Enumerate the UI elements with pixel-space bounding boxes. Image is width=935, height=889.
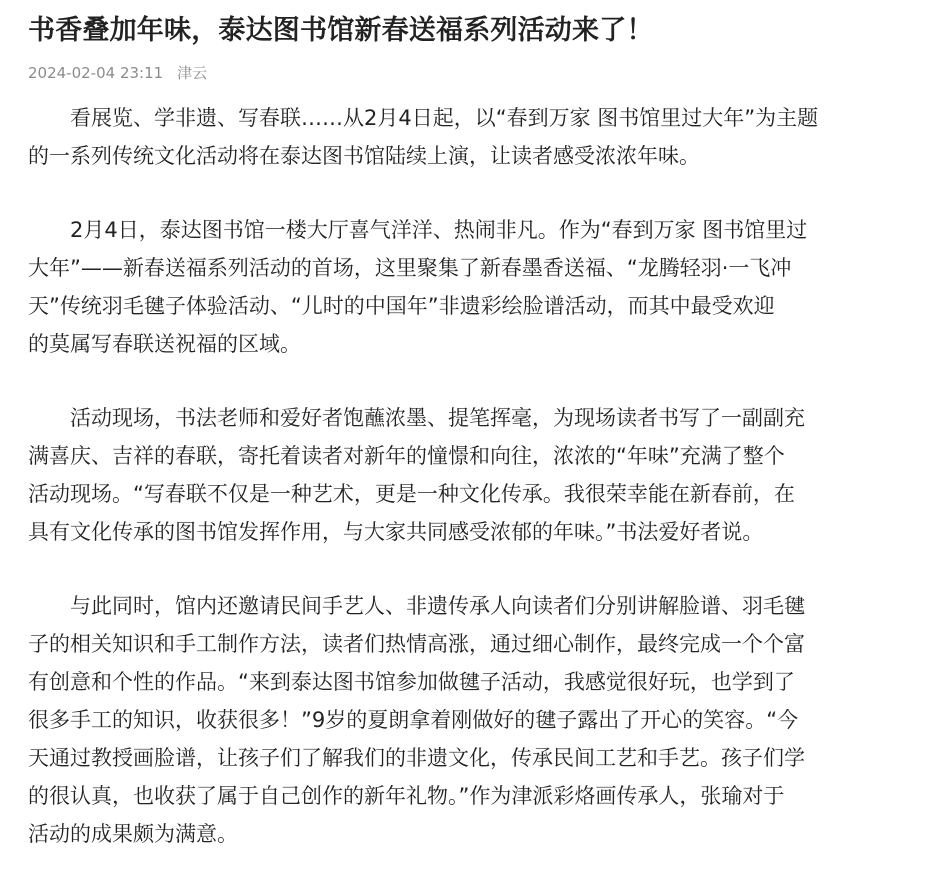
paragraph-line: 活动现场，书法老师和爱好者饱蘸浓墨、提笔挥毫，为现场读者书写了一副副充	[70, 406, 805, 430]
paragraph-line: 活动现场。“写春联不仅是一种艺术，更是一种文化传承。我很荣幸能在新春前，在	[28, 482, 795, 506]
paragraph-line: 大年”——新春送福系列活动的首场，这里聚集了新春墨香送福、“龙腾轻羽·一飞冲	[28, 256, 792, 280]
article-title: 书香叠加年味，泰达图书馆新春送福系列活动来了！	[28, 15, 654, 46]
paragraph-line: 的莫属写春联送祝福的区域。	[28, 332, 301, 356]
paragraph-line: 的一系列传统文化活动将在泰达图书馆陆续上演，让读者感受浓浓年味。	[28, 144, 700, 168]
paragraph-line: 的很认真，也收获了属于自己创作的新年礼物。”作为津派彩烙画传承人，张瑜对于	[28, 784, 785, 808]
paragraph-line: 子的相关知识和手工制作方法，读者们热情高涨，通过细心制作，最终完成一个个富	[28, 632, 805, 656]
paragraph-line: 活动的成果颇为满意。	[28, 822, 238, 846]
article-paragraph	[28, 211, 935, 363]
article-paragraph	[28, 399, 935, 551]
article-paragraph	[28, 587, 935, 853]
paragraph-line: 看展览、学非遗、写春联……从2月4日起，以“春到万家 图书馆里过大年”为主题	[70, 106, 819, 130]
paragraph-line: 具有文化传承的图书馆发挥作用，与大家共同感受浓郁的年味。”书法爱好者说。	[28, 520, 764, 544]
paragraph-line: 很多手工的知识，收获很多！”9岁的夏朗拿着刚做好的毽子露出了开心的笑容。“今	[28, 708, 799, 732]
paragraph-line: 2月4日，泰达图书馆一楼大厅喜气洋洋、热闹非凡。作为“春到万家 图书馆里过	[70, 218, 808, 242]
article-body	[28, 99, 935, 853]
article	[28, 0, 935, 889]
paragraph-line: 天”传统羽毛毽子体验活动、“儿时的中国年”非遗彩绘脸谱活动，而其中最受欢迎	[28, 294, 775, 318]
paragraph-line: 有创意和个性的作品。“来到泰达图书馆参加做毽子活动，我感觉很好玩，也学到了	[28, 670, 795, 694]
publish-date: 2024-02-04 23:11	[28, 64, 164, 82]
paragraph-line: 与此同时，馆内还邀请民间手艺人、非遗传承人向读者们分别讲解脸谱、羽毛毽	[70, 594, 805, 618]
article-paragraph	[28, 99, 935, 175]
paragraph-line: 满喜庆、吉祥的春联，寄托着读者对新年的憧憬和向往，浓浓的“年味”充满了整个	[28, 444, 785, 468]
paragraph-line: 天通过教授画脸谱，让孩子们了解我们的非遗文化，传承民间工艺和手艺。孩子们学	[28, 746, 805, 770]
article-meta	[28, 63, 935, 83]
author-name[interactable]: 津云	[177, 64, 208, 82]
